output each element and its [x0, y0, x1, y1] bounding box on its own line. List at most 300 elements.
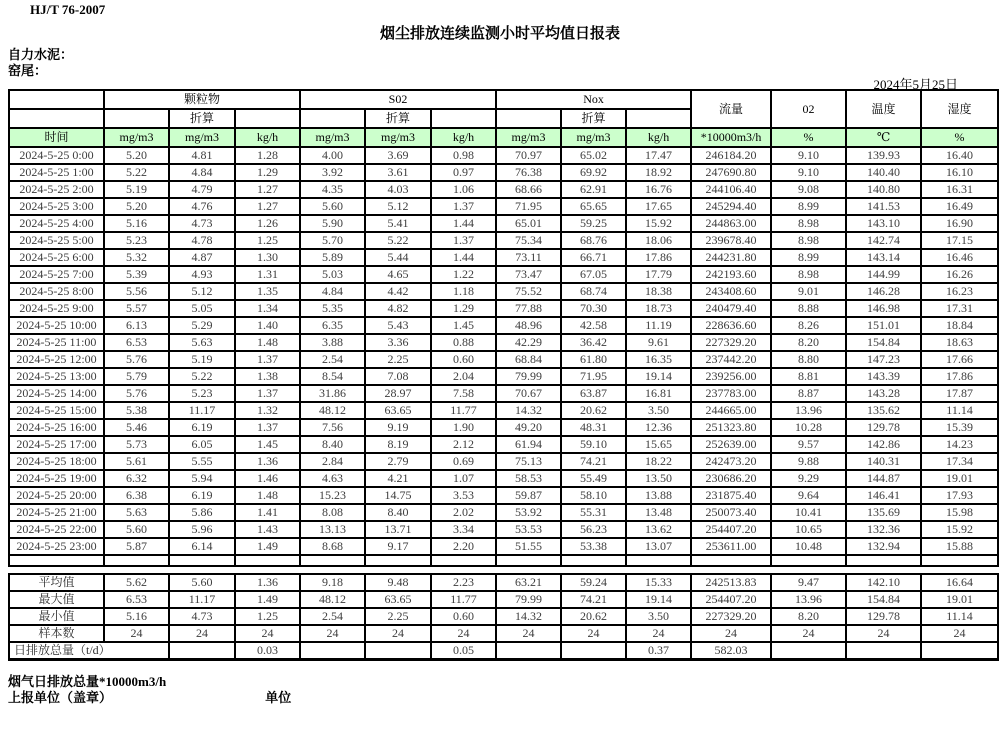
value-cell: 5.60: [300, 198, 365, 215]
empty-cell: [561, 555, 626, 566]
value-cell: 17.31: [921, 300, 998, 317]
table-row: [9, 419, 998, 436]
value-cell: 5.57: [104, 300, 169, 317]
value-cell: 24: [104, 625, 169, 642]
value-cell: [300, 642, 365, 660]
value-cell: 146.41: [846, 487, 921, 504]
value-cell: 16.31: [921, 181, 998, 198]
value-cell: 5.22: [169, 368, 235, 385]
value-cell: 154.84: [846, 591, 921, 608]
value-cell: 16.23: [921, 283, 998, 300]
value-cell: 2.54: [300, 351, 365, 368]
value-cell: 242513.83: [691, 574, 771, 591]
value-cell: 36.42: [561, 334, 626, 351]
value-cell: 5.38: [104, 402, 169, 419]
value-cell: 0.88: [431, 334, 496, 351]
value-cell: 4.63: [300, 470, 365, 487]
value-cell: 68.84: [496, 351, 561, 368]
value-cell: 16.64: [921, 574, 998, 591]
value-cell: 154.84: [846, 334, 921, 351]
value-cell: 252639.00: [691, 436, 771, 453]
value-cell: 58.53: [496, 470, 561, 487]
value-cell: 48.31: [561, 419, 626, 436]
value-cell: 0.37: [626, 642, 691, 660]
table-row: [9, 283, 998, 300]
value-cell: 9.01: [771, 283, 846, 300]
value-cell: 1.27: [235, 181, 300, 198]
value-cell: 17.15: [921, 232, 998, 249]
value-cell: 24: [561, 625, 626, 642]
value-cell: 8.26: [771, 317, 846, 334]
value-cell: 12.36: [626, 419, 691, 436]
value-cell: 0.97: [431, 164, 496, 181]
value-cell: 4.73: [169, 608, 235, 625]
value-cell: 5.39: [104, 266, 169, 283]
value-cell: 6.14: [169, 538, 235, 555]
value-cell: 9.08: [771, 181, 846, 198]
summary-label: 最小值: [9, 608, 104, 625]
value-cell: 79.99: [496, 368, 561, 385]
value-cell: 3.50: [626, 608, 691, 625]
value-cell: 65.65: [561, 198, 626, 215]
value-cell: 5.56: [104, 283, 169, 300]
value-cell: 15.39: [921, 419, 998, 436]
converted-header: 折算: [169, 109, 235, 128]
empty-cell: [235, 555, 300, 566]
empty-cell: [169, 555, 235, 566]
value-cell: 4.42: [365, 283, 431, 300]
value-cell: 1.25: [235, 608, 300, 625]
value-cell: 3.92: [300, 164, 365, 181]
value-cell: 6.38: [104, 487, 169, 504]
value-cell: 48.12: [300, 402, 365, 419]
value-cell: 18.73: [626, 300, 691, 317]
value-cell: 48.12: [300, 591, 365, 608]
value-cell: 16.90: [921, 215, 998, 232]
value-cell: 16.81: [626, 385, 691, 402]
value-cell: 244863.00: [691, 215, 771, 232]
time-cell: 2024-5-25 20:00: [9, 487, 104, 504]
value-cell: 8.40: [300, 436, 365, 453]
value-cell: 2.04: [431, 368, 496, 385]
empty-cell: [300, 555, 365, 566]
value-cell: 8.87: [771, 385, 846, 402]
value-cell: 13.62: [626, 521, 691, 538]
table-row: [9, 317, 998, 334]
value-cell: 75.34: [496, 232, 561, 249]
value-cell: 59.25: [561, 215, 626, 232]
value-cell: 5.03: [300, 266, 365, 283]
value-cell: 4.79: [169, 181, 235, 198]
value-cell: 5.43: [365, 317, 431, 334]
empty-cell: [496, 555, 561, 566]
value-cell: 5.86: [169, 504, 235, 521]
value-cell: 61.80: [561, 351, 626, 368]
value-cell: 62.91: [561, 181, 626, 198]
value-cell: 8.98: [771, 215, 846, 232]
time-cell: 2024-5-25 16:00: [9, 419, 104, 436]
value-cell: 242473.20: [691, 453, 771, 470]
empty-cell: [691, 555, 771, 566]
value-cell: 5.16: [104, 215, 169, 232]
value-cell: 15.33: [626, 574, 691, 591]
value-cell: 9.19: [365, 419, 431, 436]
value-cell: 55.49: [561, 470, 626, 487]
value-cell: 69.92: [561, 164, 626, 181]
value-cell: 2.84: [300, 453, 365, 470]
value-cell: 2.25: [365, 608, 431, 625]
value-cell: 5.70: [300, 232, 365, 249]
value-cell: 71.95: [561, 368, 626, 385]
value-cell: 143.10: [846, 215, 921, 232]
value-cell: 17.47: [626, 147, 691, 164]
value-cell: 13.48: [626, 504, 691, 521]
value-cell: 9.10: [771, 147, 846, 164]
value-cell: 3.34: [431, 521, 496, 538]
value-cell: 70.97: [496, 147, 561, 164]
table-row: [9, 538, 998, 555]
value-cell: 11.77: [431, 402, 496, 419]
value-cell: 1.35: [235, 283, 300, 300]
value-cell: 1.06: [431, 181, 496, 198]
value-cell: 19.01: [921, 470, 998, 487]
value-cell: 1.48: [235, 334, 300, 351]
empty-cell: [626, 109, 691, 128]
value-cell: 17.86: [626, 249, 691, 266]
unit-cell: mg/m3: [561, 128, 626, 147]
value-cell: 10.48: [771, 538, 846, 555]
value-cell: 53.38: [561, 538, 626, 555]
value-cell: 16.49: [921, 198, 998, 215]
unit-cell: mg/m3: [496, 128, 561, 147]
table-row: [9, 215, 998, 232]
table-row: [9, 266, 998, 283]
value-cell: 6.35: [300, 317, 365, 334]
value-cell: 16.40: [921, 147, 998, 164]
value-cell: 63.65: [365, 402, 431, 419]
value-cell: 11.19: [626, 317, 691, 334]
value-cell: 1.34: [235, 300, 300, 317]
value-cell: 4.03: [365, 181, 431, 198]
table-row: [9, 385, 998, 402]
value-cell: 4.73: [169, 215, 235, 232]
value-cell: 1.46: [235, 470, 300, 487]
table-row: [9, 521, 998, 538]
table-row: [9, 164, 998, 181]
value-cell: 5.22: [104, 164, 169, 181]
summary-table: [8, 573, 999, 661]
table-row: [9, 198, 998, 215]
value-cell: 2.12: [431, 436, 496, 453]
value-cell: 1.31: [235, 266, 300, 283]
value-cell: 1.48: [235, 487, 300, 504]
value-cell: 65.02: [561, 147, 626, 164]
value-cell: 1.25: [235, 232, 300, 249]
value-cell: 68.76: [561, 232, 626, 249]
value-cell: 13.96: [771, 591, 846, 608]
value-cell: 5.41: [365, 215, 431, 232]
time-cell: 2024-5-25 13:00: [9, 368, 104, 385]
value-cell: 75.13: [496, 453, 561, 470]
value-cell: 1.37: [235, 385, 300, 402]
value-cell: 74.21: [561, 453, 626, 470]
value-cell: 14.32: [496, 608, 561, 625]
header-temperature: 温度: [846, 90, 921, 128]
value-cell: 76.38: [496, 164, 561, 181]
value-cell: 146.98: [846, 300, 921, 317]
value-cell: 5.89: [300, 249, 365, 266]
empty-cell: [104, 555, 169, 566]
header-flow: 流量: [691, 90, 771, 128]
value-cell: 237442.20: [691, 351, 771, 368]
value-cell: 9.18: [300, 574, 365, 591]
value-cell: 142.86: [846, 436, 921, 453]
value-cell: 227329.20: [691, 334, 771, 351]
unit-label: 单位: [265, 690, 292, 705]
value-cell: 129.78: [846, 608, 921, 625]
value-cell: 4.82: [365, 300, 431, 317]
empty-cell: [846, 555, 921, 566]
value-cell: 58.10: [561, 487, 626, 504]
value-cell: 253611.00: [691, 538, 771, 555]
value-cell: 8.99: [771, 198, 846, 215]
time-cell: 2024-5-25 19:00: [9, 470, 104, 487]
value-cell: 2.20: [431, 538, 496, 555]
value-cell: 1.49: [235, 591, 300, 608]
value-cell: 230686.20: [691, 470, 771, 487]
value-cell: 17.86: [921, 368, 998, 385]
value-cell: 18.63: [921, 334, 998, 351]
summary-label: 日排放总量（t/d）: [9, 642, 169, 660]
value-cell: 71.95: [496, 198, 561, 215]
value-cell: 227329.20: [691, 608, 771, 625]
value-cell: 19.01: [921, 591, 998, 608]
value-cell: 16.35: [626, 351, 691, 368]
time-cell: 2024-5-25 23:00: [9, 538, 104, 555]
group-so2: S02: [300, 90, 496, 109]
unit-cell: mg/m3: [365, 128, 431, 147]
group-particulate: 颗粒物: [104, 90, 300, 109]
value-cell: 5.23: [104, 232, 169, 249]
value-cell: 244231.80: [691, 249, 771, 266]
value-cell: 61.94: [496, 436, 561, 453]
empty-cell: [771, 555, 846, 566]
value-cell: 1.44: [431, 215, 496, 232]
value-cell: [561, 642, 626, 660]
value-cell: 4.76: [169, 198, 235, 215]
empty-cell: [104, 109, 169, 128]
value-cell: 5.63: [104, 504, 169, 521]
value-cell: 5.20: [104, 198, 169, 215]
value-cell: 8.40: [365, 504, 431, 521]
value-cell: 239256.00: [691, 368, 771, 385]
value-cell: 1.45: [431, 317, 496, 334]
value-cell: 7.08: [365, 368, 431, 385]
value-cell: 6.05: [169, 436, 235, 453]
value-cell: 1.40: [235, 317, 300, 334]
value-cell: 8.80: [771, 351, 846, 368]
value-cell: 13.50: [626, 470, 691, 487]
units-row: [9, 128, 998, 147]
value-cell: 20.62: [561, 402, 626, 419]
value-cell: 4.78: [169, 232, 235, 249]
value-cell: 17.79: [626, 266, 691, 283]
empty-cell: [235, 109, 300, 128]
table-row: [9, 436, 998, 453]
value-cell: 142.74: [846, 232, 921, 249]
value-cell: 5.60: [104, 521, 169, 538]
standard-code: HJ/T 76-2007: [30, 2, 106, 17]
value-cell: 5.79: [104, 368, 169, 385]
time-cell: 2024-5-25 6:00: [9, 249, 104, 266]
value-cell: 6.53: [104, 334, 169, 351]
value-cell: 9.57: [771, 436, 846, 453]
value-cell: 1.37: [235, 351, 300, 368]
value-cell: 17.34: [921, 453, 998, 470]
unit-cell: mg/m3: [169, 128, 235, 147]
value-cell: 141.53: [846, 198, 921, 215]
value-cell: 0.05: [431, 642, 496, 660]
value-cell: 9.29: [771, 470, 846, 487]
summary-rows: [9, 574, 998, 660]
summary-row: [9, 608, 998, 625]
value-cell: 582.03: [691, 642, 771, 660]
value-cell: [846, 642, 921, 660]
value-cell: 146.28: [846, 283, 921, 300]
value-cell: 73.47: [496, 266, 561, 283]
value-cell: 5.46: [104, 419, 169, 436]
empty-cell: [431, 109, 496, 128]
value-cell: 24: [365, 625, 431, 642]
value-cell: 4.87: [169, 249, 235, 266]
value-cell: 242193.60: [691, 266, 771, 283]
page-footer: [0, 671, 1000, 703]
value-cell: 147.23: [846, 351, 921, 368]
value-cell: [496, 642, 561, 660]
value-cell: 8.81: [771, 368, 846, 385]
value-cell: 24: [235, 625, 300, 642]
value-cell: 9.88: [771, 453, 846, 470]
value-cell: [169, 642, 235, 660]
value-cell: 247690.80: [691, 164, 771, 181]
value-cell: 5.44: [365, 249, 431, 266]
table-row: [9, 300, 998, 317]
value-cell: 5.87: [104, 538, 169, 555]
value-cell: 4.21: [365, 470, 431, 487]
empty-cell: [300, 109, 365, 128]
value-cell: 5.12: [365, 198, 431, 215]
value-cell: 0.03: [235, 642, 300, 660]
value-cell: 5.19: [104, 181, 169, 198]
value-cell: 9.61: [626, 334, 691, 351]
empty-cell: [9, 109, 104, 128]
value-cell: 1.32: [235, 402, 300, 419]
value-cell: 51.55: [496, 538, 561, 555]
value-cell: 4.00: [300, 147, 365, 164]
table-row: [9, 334, 998, 351]
value-cell: 17.87: [921, 385, 998, 402]
value-cell: 18.06: [626, 232, 691, 249]
value-cell: 5.12: [169, 283, 235, 300]
value-cell: 5.76: [104, 351, 169, 368]
sign-line: [8, 687, 1000, 703]
value-cell: 28.97: [365, 385, 431, 402]
value-cell: 0.60: [431, 351, 496, 368]
value-cell: 1.29: [431, 300, 496, 317]
value-cell: 5.61: [104, 453, 169, 470]
value-cell: 1.44: [431, 249, 496, 266]
value-cell: 53.53: [496, 521, 561, 538]
value-cell: 0.69: [431, 453, 496, 470]
value-cell: 1.29: [235, 164, 300, 181]
value-cell: 11.17: [169, 591, 235, 608]
value-cell: 5.63: [169, 334, 235, 351]
unit-cell: kg/h: [431, 128, 496, 147]
value-cell: 5.22: [365, 232, 431, 249]
unit-cell: mg/m3: [104, 128, 169, 147]
value-cell: 9.48: [365, 574, 431, 591]
value-cell: 9.64: [771, 487, 846, 504]
value-cell: 8.54: [300, 368, 365, 385]
data-rows: [9, 147, 998, 555]
value-cell: 24: [496, 625, 561, 642]
report-unit-label: 上报单位（盖章）: [8, 690, 113, 705]
value-cell: 1.30: [235, 249, 300, 266]
value-cell: 6.13: [104, 317, 169, 334]
value-cell: 143.39: [846, 368, 921, 385]
summary-label: 最大值: [9, 591, 104, 608]
summary-row: [9, 591, 998, 608]
value-cell: 17.65: [626, 198, 691, 215]
value-cell: 16.46: [921, 249, 998, 266]
monitoring-table: [8, 89, 999, 567]
value-cell: 6.53: [104, 591, 169, 608]
value-cell: 8.88: [771, 300, 846, 317]
value-cell: 8.99: [771, 249, 846, 266]
value-cell: 15.92: [921, 521, 998, 538]
value-cell: 239678.40: [691, 232, 771, 249]
value-cell: 6.32: [104, 470, 169, 487]
value-cell: 56.23: [561, 521, 626, 538]
value-cell: 5.55: [169, 453, 235, 470]
value-cell: 16.76: [626, 181, 691, 198]
value-cell: 24: [300, 625, 365, 642]
value-cell: 4.93: [169, 266, 235, 283]
value-cell: 63.87: [561, 385, 626, 402]
value-cell: 63.21: [496, 574, 561, 591]
time-cell: 2024-5-25 18:00: [9, 453, 104, 470]
value-cell: 59.24: [561, 574, 626, 591]
value-cell: 5.35: [300, 300, 365, 317]
unit-cell: mg/m3: [300, 128, 365, 147]
value-cell: 244665.00: [691, 402, 771, 419]
page-header: [0, 0, 1000, 92]
value-cell: 254407.20: [691, 591, 771, 608]
value-cell: 75.52: [496, 283, 561, 300]
unit-cell: %: [771, 128, 846, 147]
value-cell: 18.38: [626, 283, 691, 300]
kiln-label: 窑尾：: [8, 63, 48, 78]
summary-row: [9, 574, 998, 591]
value-cell: 49.20: [496, 419, 561, 436]
table-row: [9, 147, 998, 164]
value-cell: 1.37: [431, 232, 496, 249]
value-cell: 5.20: [104, 147, 169, 164]
value-cell: 3.61: [365, 164, 431, 181]
value-cell: 73.11: [496, 249, 561, 266]
value-cell: 68.66: [496, 181, 561, 198]
value-cell: [771, 642, 846, 660]
